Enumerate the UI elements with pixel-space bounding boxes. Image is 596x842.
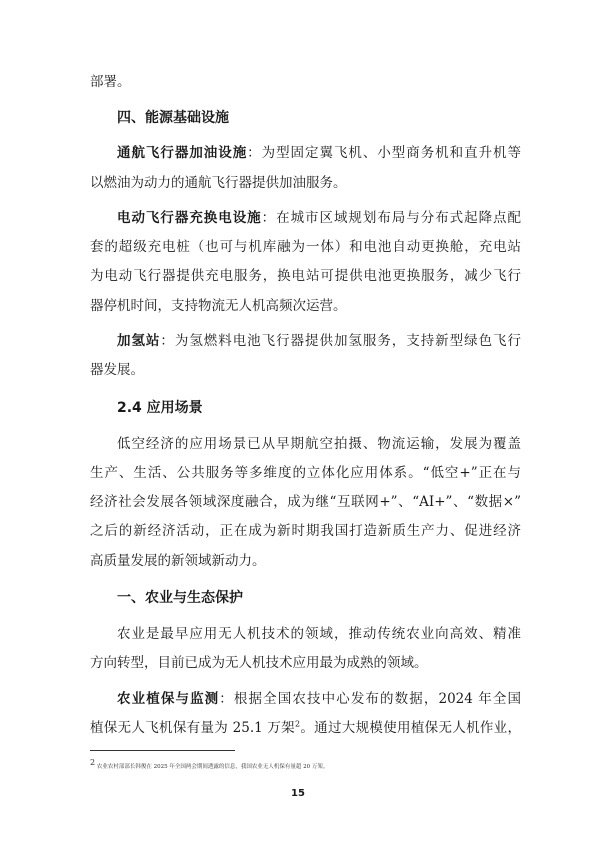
footnote (90, 757, 329, 771)
paragraph-scenarios-line-3: 经济社会发展各领域深度融合，成为继“互联网+”、“AI+”、“数据×” (90, 494, 521, 510)
term-hydrogen-station: 加氢站 (117, 333, 161, 349)
paragraph-refueling-line-1 (117, 143, 521, 163)
paragraph-scenarios-line-1: 低空经济的应用场景已从早期航空拍摄、物流运输，发展为覆盖 (117, 436, 521, 452)
term-charging-facility: 电动飞行器充换电设施 (117, 210, 262, 226)
footnote-reference[interactable]: 2 (294, 719, 301, 729)
text-span: ：根据全国农技中心发布的数据，2024 年全国 (219, 691, 521, 707)
paragraph-charging-line-2: 套的超级充电桩（也可与机库融为一体）和电池自动更换舱，充电站 (90, 239, 521, 255)
footnote-text: 农业农村部部长韩俊在 2025 年全国两会期间透露的信息，我国农业无人机保有量超 20 万架。 (96, 763, 329, 770)
paragraph-crop-protection-line-1 (117, 689, 521, 709)
page-number: 15 (291, 788, 305, 799)
paragraph-hydrogen-line-2: 器发展。 (90, 362, 144, 378)
footnote-separator (90, 750, 235, 751)
text-line: 部署。 (90, 74, 131, 90)
paragraph-scenarios-line-5: 高质量发展的新领域新动力。 (90, 553, 266, 569)
paragraph-charging-line-3: 为电动飞行器提供充电服务，换电站可提供电池更换服务，减少飞行 (90, 268, 521, 284)
heading-energy-infrastructure: 四、能源基础设施 (117, 110, 229, 126)
paragraph-charging-line-4: 器停机时间，支持物流无人机高频次运营。 (90, 298, 347, 314)
footnote-marker: 2 (90, 757, 96, 767)
text-span: 植保无人飞机保有量为 25.1 万架 (90, 720, 295, 736)
heading-agriculture-ecology: 一、农业与生态保护 (117, 590, 243, 606)
text-span: ：为型固定翼飞机、小型商务机和直升机等 (247, 145, 522, 161)
paragraph-scenarios-line-4: 之后的新经济活动，正在成为新时期我国打造新质生产力、促进经济 (90, 523, 521, 539)
paragraph-agriculture-line-1: 农业是最早应用无人机技术的领域，推动传统农业向高效、精准 (117, 626, 521, 642)
text-span: ：为氢燃料电池飞行器提供加氢服务，支持新型绿色飞行 (160, 333, 522, 349)
paragraph-agriculture-line-2: 方向转型，目前已成为无人机技术应用最为成熟的领域。 (90, 655, 428, 671)
paragraph-refueling-line-2: 以燃油为动力的通航飞行器提供加油服务。 (90, 175, 347, 191)
text-span: ：在城市区域规划布局与分布式起降点配 (261, 210, 522, 226)
term-refueling-facility: 通航飞行器加油设施 (117, 145, 248, 161)
paragraph-scenarios-line-2: 生产、生活、公共服务等多维度的立体化应用体系。“低空+”正在与 (90, 465, 521, 481)
text-span: 。通过大规模使用植保无人机作业， (300, 720, 521, 736)
paragraph-crop-protection-line-2 (90, 718, 521, 738)
term-crop-protection: 农业植保与监测 (117, 691, 220, 707)
section-heading-application-scenarios: 2.4 应用场景 (117, 400, 203, 416)
paragraph-hydrogen-line-1 (117, 331, 521, 351)
paragraph-charging-line-1 (117, 208, 521, 228)
